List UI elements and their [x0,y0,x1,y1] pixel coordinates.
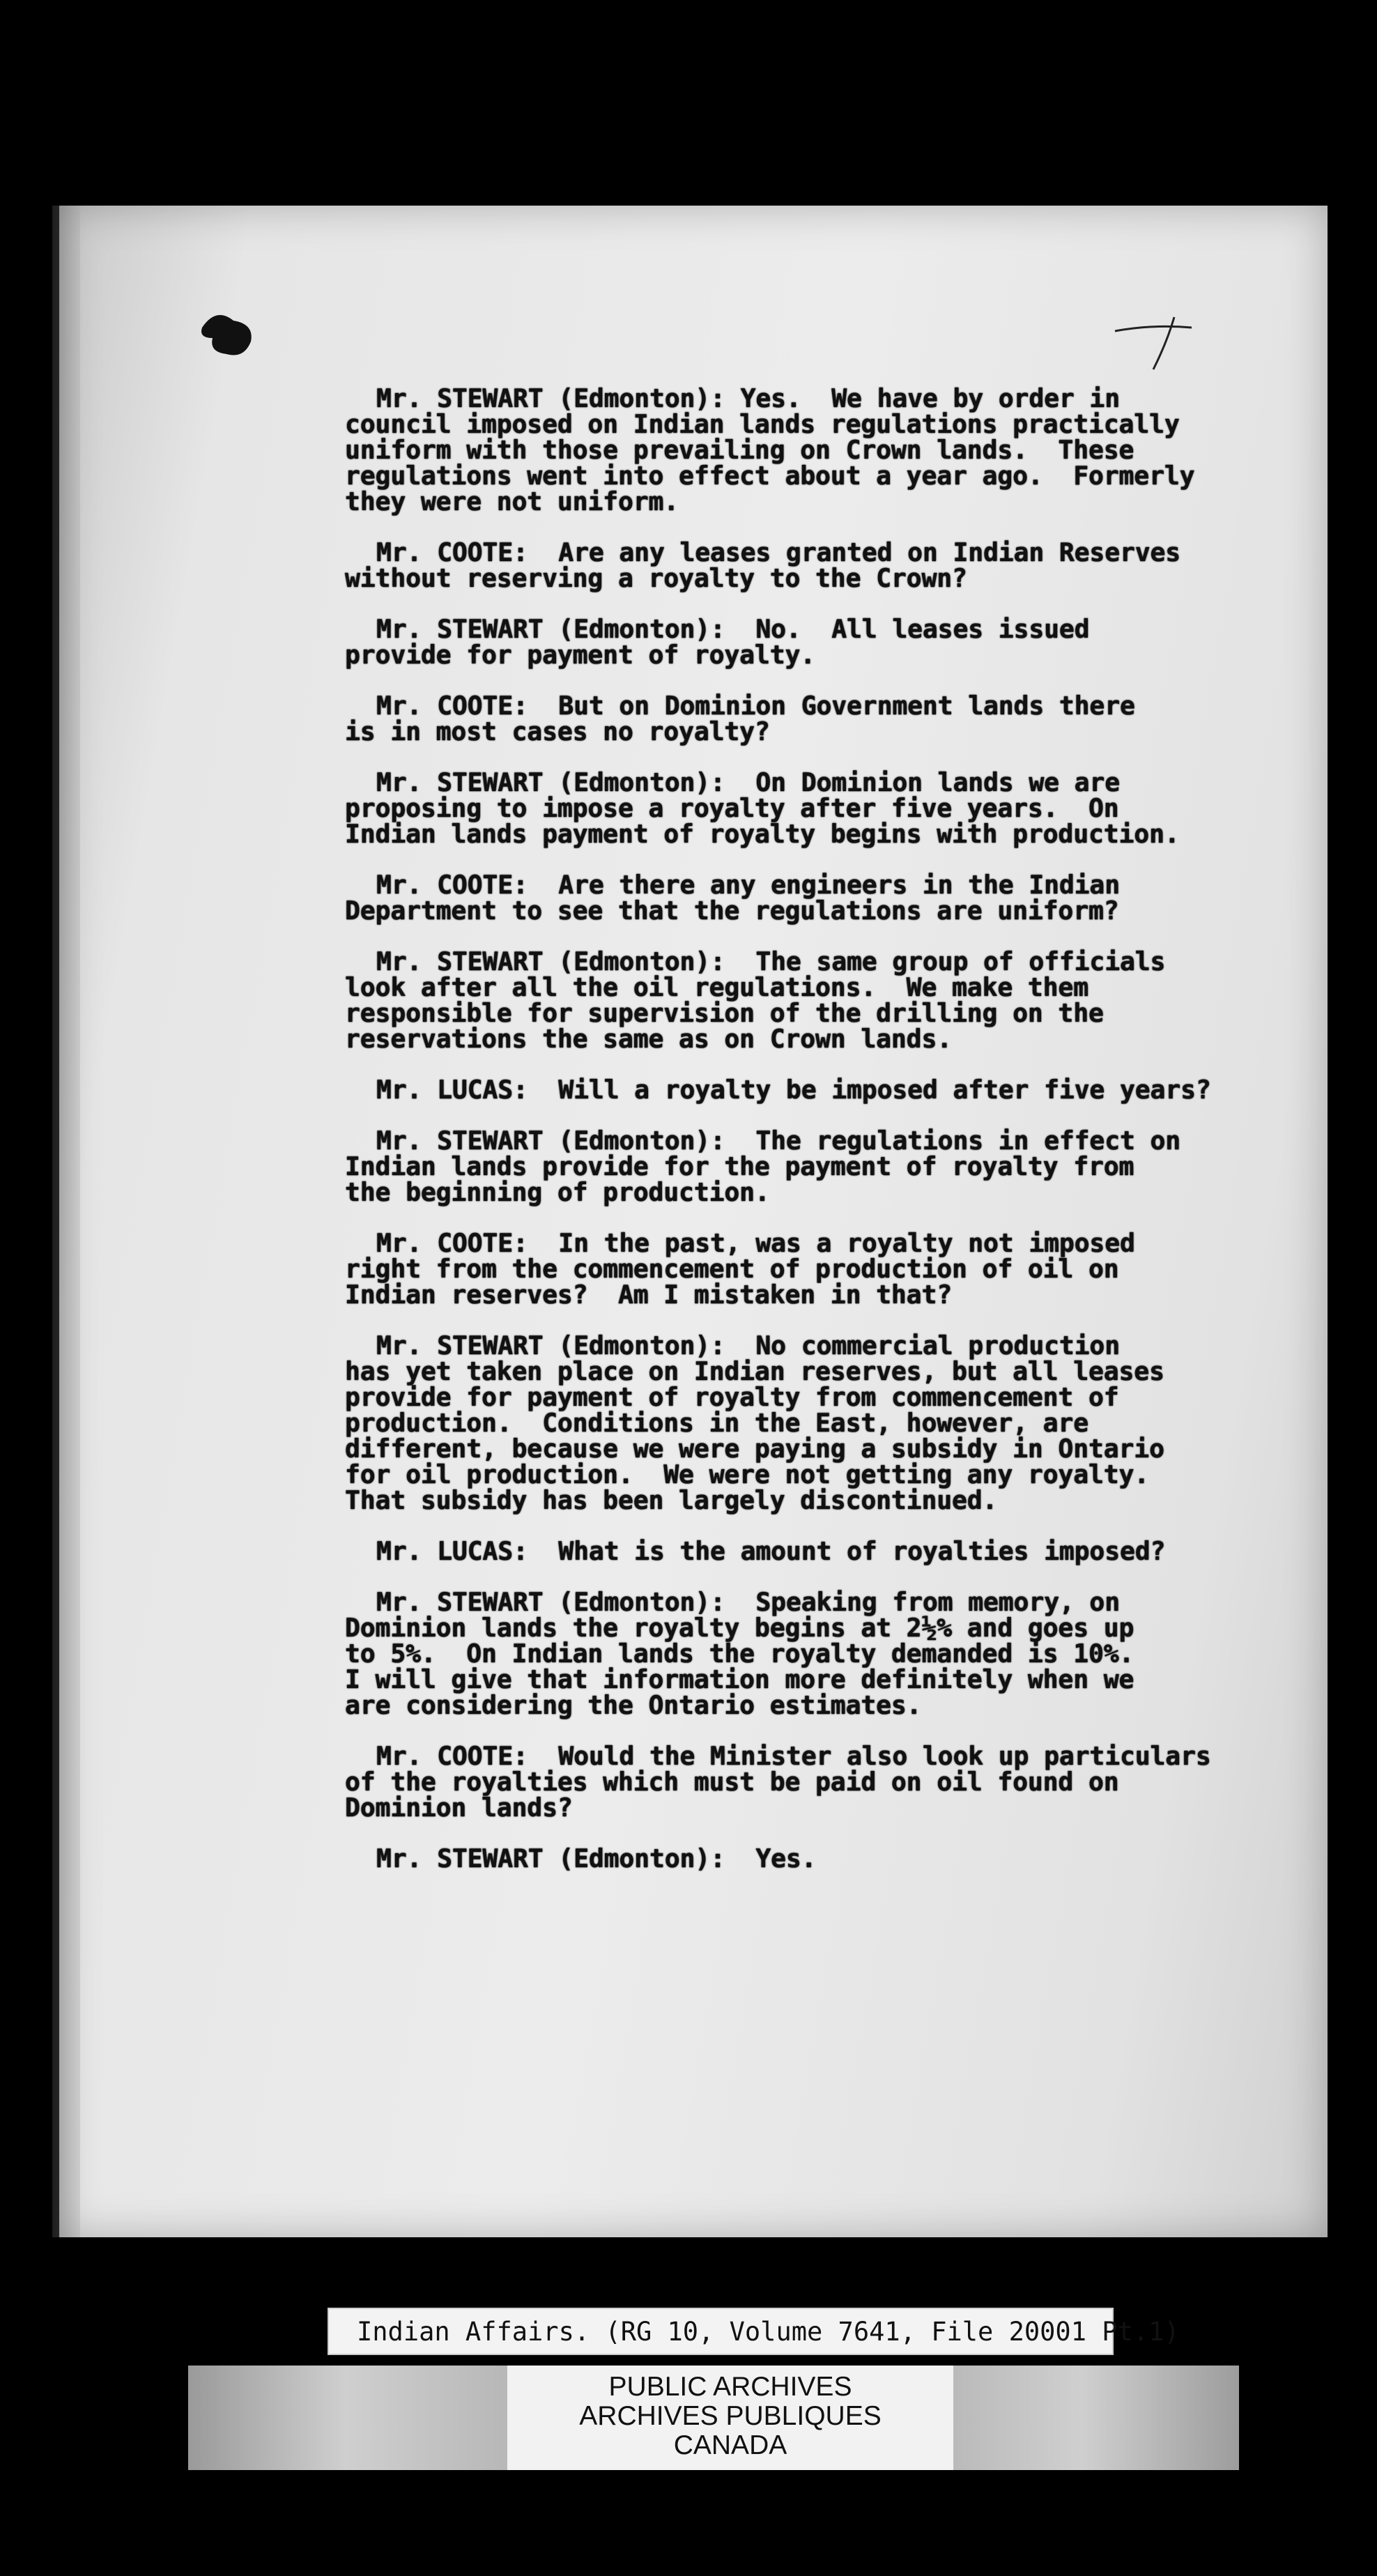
transcript-line: are considering the Ontario estimates. [345,1690,922,1720]
transcript-line: Indian lands provide for the payment of royalty from [345,1151,1134,1181]
transcript-line: Mr. STEWART (Edmonton): Speaking from memory, on [376,1587,1120,1617]
transcript-line: Indian lands payment of royalty begins with production. [345,819,1180,849]
transcript-text [345,385,1321,1896]
archives-line-2: ARCHIVES PUBLIQUES [579,2401,882,2431]
transcript-line: reservations the same as on Crown lands. [345,1024,952,1054]
archive-stamp-area [0,2300,1377,2509]
transcript-line: for oil production. We were not getting any royalty. [345,1459,1150,1489]
transcript-line: provide for payment of royalty. [345,640,816,670]
transcript-line: they were not uniform. [345,486,679,516]
transcript-line: council imposed on Indian lands regulations practically [345,409,1180,439]
transcript-line: uniform with those prevailing on Crown lands. These [345,435,1134,465]
transcript-line: proposing to impose a royalty after five years. On [345,793,1119,823]
transcript-line: Dominion lands? [345,1793,573,1823]
transcript-line: Mr. STEWART (Edmonton): No commercial production [376,1331,1120,1360]
transcript-line: provide for payment of royalty from commencement of [345,1382,1119,1412]
transcript-line: is in most cases no royalty? [345,716,770,746]
transcript-line: look after all the oil regulations. We make them [345,972,1088,1002]
transcript-line: regulations went into effect about a year ago. Formerly [345,461,1195,491]
transcript-line: of the royalties which must be paid on oil found on [345,1767,1119,1797]
transcript-line: Mr. LUCAS: Will a royalty be imposed after five years? [376,1075,1211,1105]
transcript-line: has yet taken place on Indian reserves, but all leases [345,1356,1164,1386]
transcript-line: to 5%. On Indian lands the royalty demanded is 10%. [345,1639,1134,1669]
transcript-line: responsible for supervision of the drilling on the [345,998,1104,1028]
transcript-line: Mr. STEWART (Edmonton): The regulations in effect on [376,1126,1181,1156]
transcript-line: Mr. LUCAS: What is the amount of royalties imposed? [376,1536,1166,1566]
transcript-paragraph [345,870,1321,926]
transcript-paragraph [345,1128,1321,1205]
transcript-line: without reserving a royalty to the Crown? [345,563,967,593]
transcript-paragraph [345,1230,1321,1308]
transcript-line: Mr. STEWART (Edmonton): Yes. We have by order in [376,383,1120,413]
transcript-line: right from the commencement of production of oil on [345,1254,1119,1284]
page-number-mark [1111,310,1195,373]
transcript-line: Mr. COOTE: But on Dominion Government lands there [376,691,1135,721]
transcript-paragraph [345,1538,1321,1564]
transcript-paragraph [345,616,1321,668]
transcript-paragraph [345,769,1321,847]
transcript-line: the beginning of production. [345,1177,770,1207]
transcript-line: Mr. COOTE: Are any leases granted on Indian Reserves [376,537,1181,567]
transcript-line: Department to see that the regulations are uniform? [345,896,1119,926]
transcript-line: That subsidy has been largely discontinued. [345,1485,998,1515]
transcript-line: production. Conditions in the East, however, are [345,1408,1088,1438]
archive-reference-label: Indian Affairs. (RG 10, Volume 7641, File 20001 Pt.1) [328,2308,1114,2355]
document-page [59,206,1328,2237]
transcript-line: Mr. STEWART (Edmonton): Yes. [376,1843,817,1873]
transcript-line: Dominion lands the royalty begins at 2½% and goes up [345,1613,1134,1643]
transcript-line: Mr. COOTE: In the past, was a royalty not imposed [376,1228,1135,1258]
transcript-paragraph [345,1843,1321,1873]
archives-line-1: PUBLIC ARCHIVES [608,2372,852,2402]
transcript-paragraph [345,1333,1321,1513]
transcript-paragraph [345,1077,1321,1103]
transcript-paragraph [345,946,1321,1054]
transcript-line: Mr. STEWART (Edmonton): No. All leases issued [376,614,1090,644]
transcript-line: I will give that information more definitely when we [345,1664,1134,1694]
transcript-paragraph [345,1589,1321,1718]
transcript-line: Mr. STEWART (Edmonton): The same group of officials [376,946,1166,976]
transcript-paragraph [345,1741,1321,1823]
transcript-line: Mr. STEWART (Edmonton): On Dominion lands we are [376,767,1120,797]
transcript-line: Mr. COOTE: Are there any engineers in the Indian [376,870,1120,900]
transcript-line: different, because we were paying a subsidy in Ontario [345,1434,1164,1464]
transcript-paragraph [345,385,1321,514]
public-archives-stamp [507,2366,953,2470]
archives-line-3: CANADA [673,2430,787,2460]
transcript-paragraph [345,693,1321,744]
transcript-line: Indian reserves? Am I mistaken in that? [345,1280,952,1310]
transcript-line: Mr. COOTE: Would the Minister also look up particulars [376,1741,1211,1771]
binder-hole-mark [195,300,261,362]
transcript-paragraph [345,539,1321,591]
